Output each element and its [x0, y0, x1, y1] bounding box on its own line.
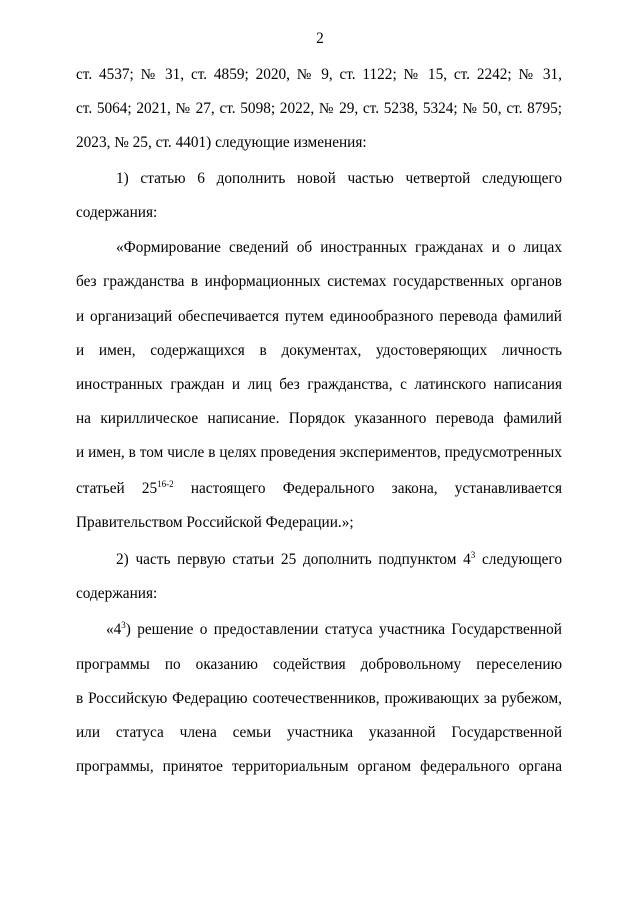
superscript: 3 [470, 550, 476, 560]
text-line: без гражданства в информационных системах государственных органов [76, 273, 562, 290]
text-line: Правительством Российской Федерации.»; [76, 514, 354, 531]
text-line: иностранных граждан и лиц без гражданства, с латинского написания [76, 376, 562, 393]
page-number: 2 [316, 30, 324, 47]
superscript: 3 [121, 620, 126, 630]
text-line: ст. 5064; 2021, № 27, ст. 5098; 2022, № 29, ст. 5238, 5324; № 50, ст. 8795; [76, 100, 562, 117]
text-line: «$4^3$) решение о предоставлении статуса участника Государственной [106, 620, 562, 638]
text-line: и имен, содержащихся в документах, удостоверяющих личность [76, 342, 562, 359]
text-line: 1) статью 6 дополнить новой частью четвертой следующего [116, 170, 562, 187]
text-line: 2) часть первую статьи 25 дополнить подпунктом $4^3$ следующего [116, 550, 562, 568]
text-line: или статуса члена семьи участника указанной Государственной [76, 724, 562, 741]
text-line: содержания: [76, 204, 158, 221]
superscript: 16-2 [157, 479, 174, 489]
text-line: программы, принятое территориальным органом федерального органа [76, 758, 562, 775]
text-line: 2023, № 25, ст. 4401) следующие изменения: [76, 134, 367, 151]
text-line: «Формирование сведений об иностранных гражданах и о лицах [116, 239, 562, 256]
text-line: статьей 25$^{16-2}$ настоящего Федерального закона, устанавливается [76, 479, 562, 497]
text-line: и имен, в том числе в целях проведения экспериментов, предусмотренных [76, 444, 562, 461]
text-line: на кириллическое написание. Порядок указанного перевода фамилий [76, 410, 562, 427]
text-line: в Российскую Федерацию соотечественников, проживающих за рубежом, [76, 690, 562, 707]
text-line: и организаций обеспечивается путем единообразного перевода фамилий [76, 308, 562, 325]
text-line: содержания: [76, 585, 158, 602]
text-line: ст. 4537; № 31, ст. 4859; 2020, № 9, ст. 1122; № 15, ст. 2242; № 31, [76, 66, 562, 83]
text-line: программы по оказанию содействия добровольному переселению [76, 656, 562, 673]
